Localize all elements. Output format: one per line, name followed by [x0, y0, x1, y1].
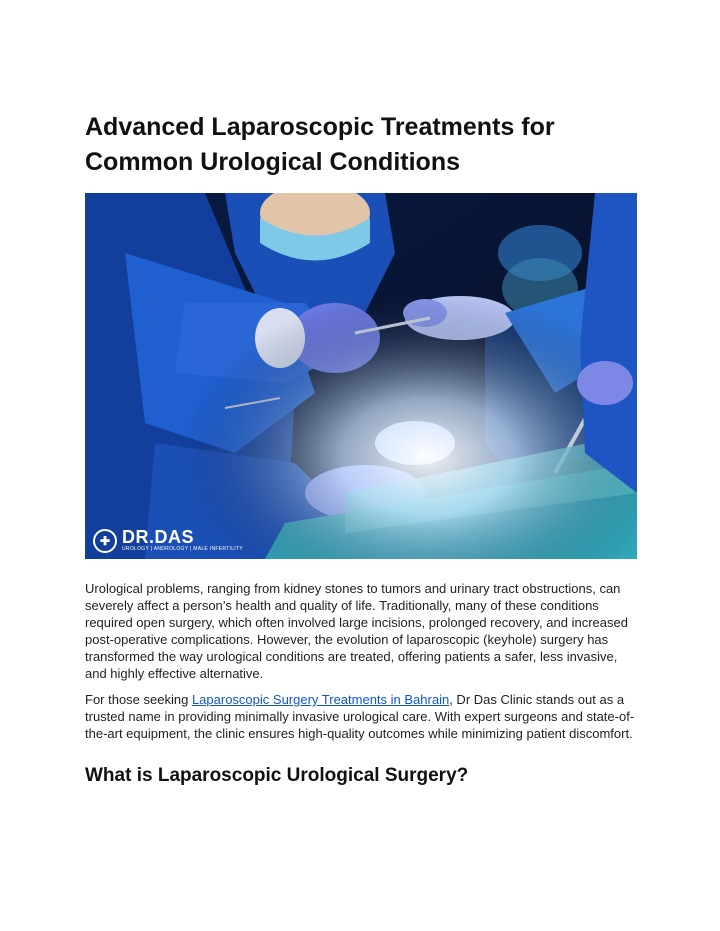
clinic-logo-tagline: UROLOGY | ANDROLOGY | MALE INFERTILITY [122, 546, 243, 552]
document-page [85, 110, 637, 788]
hero-image-surgery [85, 193, 637, 559]
clinic-logo-name: DR.DAS [122, 527, 195, 547]
clinic-logo [93, 528, 243, 553]
article-title [85, 110, 637, 180]
intro-paragraph: Urological problems, ranging from kidney stones to tumors and urinary tract obstructions, can severely affect a person’s health and quality of life. Traditionally, many of these conditions required open surgery, which often involved large incisions, prolonged recovery, and increased post-operative complications. However, the evolution of laparoscopic (keyhole) surgery has transformed the way urological conditions are treated, offering patients a safer, less invasive, and highly effective alternative. [85, 581, 628, 681]
article-title-line-2: Common Urological Conditions [85, 148, 460, 176]
article-title-line-1: Advanced Laparoscopic Treatments for [85, 113, 555, 141]
clinic-paragraph-start: For those seeking [85, 692, 192, 707]
clinic-paragraph-end: , Dr Das Clinic stands out as a trusted name in providing minimally invasive urological care. With expert surgeons and state-of-the-art equipment, the clinic ensures high-quality outcomes while minimizing patient discomfort. [85, 692, 635, 741]
laparoscopic-surgery-bahrain-link[interactable]: Laparoscopic Surgery Treatments in Bahrain [191, 692, 450, 707]
clinic-paragraph [85, 691, 637, 742]
section-heading: What is Laparoscopic Urological Surgery? [85, 765, 469, 786]
clinic-logo-icon: ✚ [93, 529, 117, 553]
surgery-scene-illustration [85, 193, 637, 559]
